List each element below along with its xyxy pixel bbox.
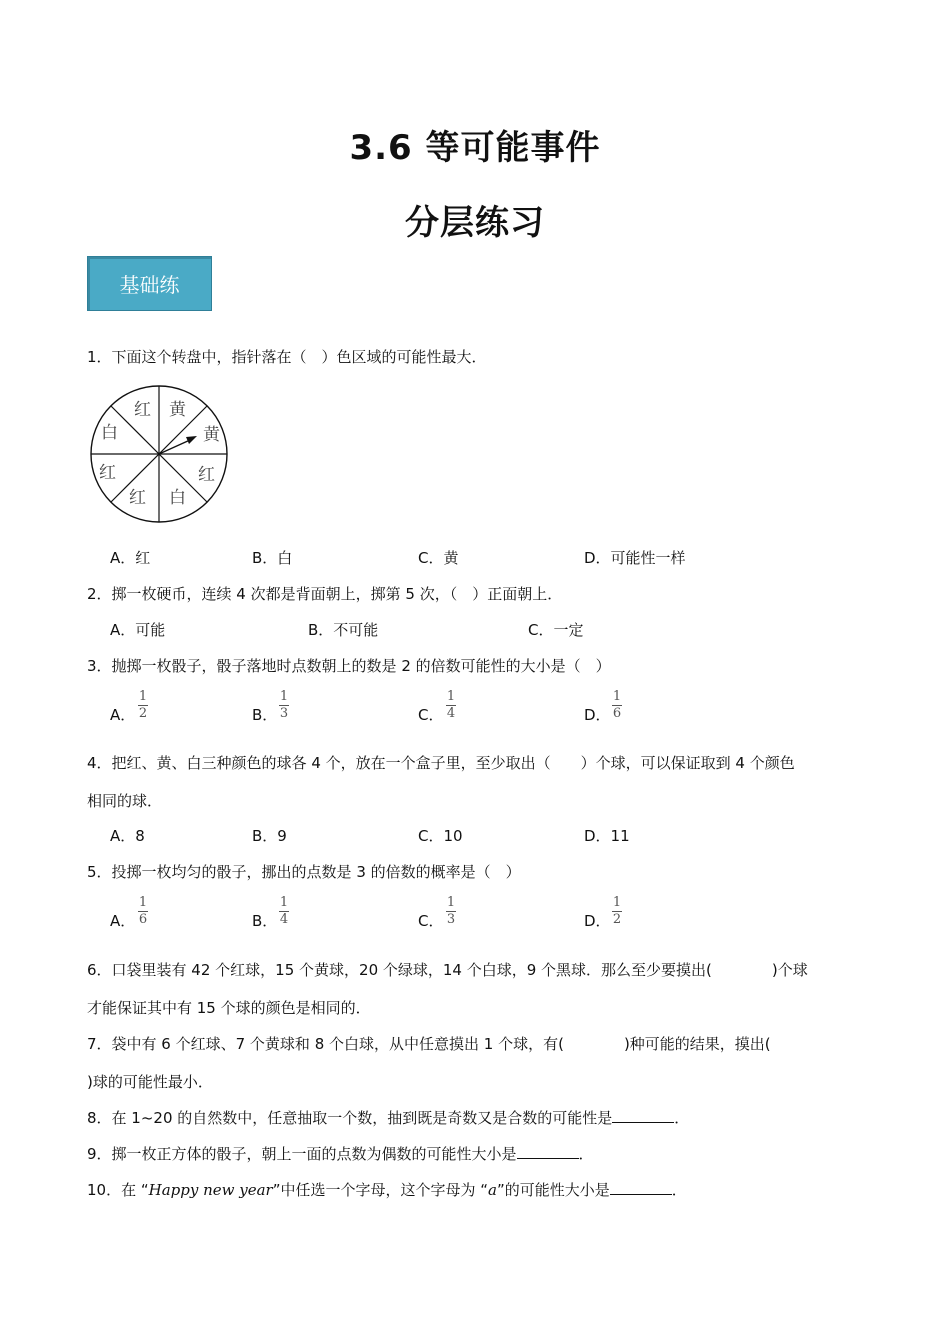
- option-d: D．: [584, 706, 611, 724]
- fraction: [138, 896, 148, 927]
- question-3: 3．抛掷一枚骰子，骰子落地时点数朝上的数是 2 的倍数可能性的大小是（ ）: [87, 657, 611, 675]
- fraction: [446, 690, 456, 721]
- numerator: 1: [446, 895, 456, 910]
- numerator: 1: [138, 689, 148, 704]
- option-a: A．可能: [110, 621, 166, 639]
- option-c: C．10: [418, 827, 463, 845]
- question-6-continued: 才能保证其中有 15 个球的颜色是相同的．: [87, 999, 371, 1017]
- question-10-phrase: Happy new year: [148, 1181, 273, 1199]
- numerator: 1: [612, 689, 622, 704]
- option-b: B．: [252, 912, 278, 930]
- spinner-label: 黄: [169, 400, 186, 420]
- question-10-letter: a: [488, 1181, 497, 1199]
- denominator: 4: [446, 706, 456, 721]
- question-10-pre: 10．在 “: [87, 1181, 149, 1199]
- denominator: 6: [612, 706, 622, 721]
- denominator: 3: [279, 706, 289, 721]
- option-b: B．白: [252, 549, 293, 567]
- denominator: 6: [138, 912, 148, 927]
- question-6: 6．口袋里装有 42 个红球，15 个黄球，20 个绿球，14 个白球，9 个黑球．那么至少要摸出( )个球: [87, 961, 808, 979]
- spinner-pointer: [159, 440, 190, 454]
- question-10-post: ”的可能性大小是: [497, 1181, 610, 1199]
- denominator: 4: [279, 912, 289, 927]
- fraction: [446, 896, 456, 927]
- denominator: 2: [138, 706, 148, 721]
- question-7: 7．袋中有 6 个红球、7 个黄球和 8 个白球，从中任意摸出 1 个球，有( )种可能的结果，摸出(: [87, 1035, 771, 1053]
- option-c: C．: [418, 912, 444, 930]
- option-a: A．: [110, 912, 136, 930]
- question-1: 1．下面这个转盘中，指针落在（ ）色区域的可能性最大．: [87, 348, 487, 366]
- spinner-label: 白: [101, 423, 118, 443]
- spinner-label: 红: [198, 465, 215, 485]
- question-4-continued: 相同的球．: [87, 792, 163, 810]
- option-a: A．: [110, 706, 136, 724]
- question-8: [87, 1107, 689, 1128]
- answer-blank[interactable]: [610, 1180, 672, 1195]
- denominator: 2: [612, 912, 622, 927]
- option-d: D．可能性一样: [584, 549, 686, 567]
- question-5: 5．投掷一枚均匀的骰子，挪出的点数是 3 的倍数的概率是（ ）: [87, 863, 521, 881]
- numerator: 1: [446, 689, 456, 704]
- option-c: C．: [418, 706, 444, 724]
- option-a: A．8: [110, 827, 145, 845]
- option-a: A．红: [110, 549, 151, 567]
- question-9: [87, 1143, 594, 1164]
- fraction: [279, 896, 289, 927]
- answer-blank[interactable]: [612, 1108, 674, 1123]
- fraction: [612, 690, 622, 721]
- question-9-text: 9．掷一枚正方体的骰子，朝上一面的点数为偶数的可能性大小是: [87, 1145, 517, 1163]
- question-8-text: 8．在 1~20 的自然数中，任意抽取一个数，抽到既是奇数又是合数的可能性是: [87, 1109, 613, 1127]
- option-c: C．黄: [418, 549, 459, 567]
- numerator: 1: [138, 895, 148, 910]
- numerator: 1: [279, 895, 289, 910]
- denominator: 3: [446, 912, 456, 927]
- page-title: 3.6 等可能事件: [349, 128, 601, 168]
- question-9-end: ．: [578, 1145, 594, 1163]
- spinner-diagram: [86, 385, 234, 525]
- option-b: B．: [252, 706, 278, 724]
- option-d: D．: [584, 912, 611, 930]
- answer-blank[interactable]: [517, 1144, 579, 1159]
- spinner-label: 黄: [203, 425, 220, 445]
- spinner-label: 红: [129, 488, 146, 508]
- numerator: 1: [612, 895, 622, 910]
- option-b: B．9: [252, 827, 287, 845]
- numerator: 1: [279, 689, 289, 704]
- question-8-end: ．: [674, 1109, 690, 1127]
- fraction: [138, 690, 148, 721]
- spinner-label: 红: [99, 463, 116, 483]
- option-b: B．不可能: [308, 621, 379, 639]
- option-d: D．11: [584, 827, 630, 845]
- spinner-label: 红: [134, 400, 151, 420]
- page-subtitle: 分层练习: [405, 203, 545, 243]
- question-7-continued: )球的可能性最小．: [87, 1073, 213, 1091]
- pointer-arrowhead-icon: [186, 436, 197, 444]
- fraction: [279, 690, 289, 721]
- section-badge: 基础练: [87, 256, 212, 311]
- question-10-mid: ”中任选一个字母，这个字母为 “: [272, 1181, 489, 1199]
- question-2: 2．掷一枚硬币，连续 4 次都是背面朝上，掷第 5 次，（ ）正面朝上．: [87, 585, 563, 603]
- option-c: C．一定: [528, 621, 584, 639]
- fraction: [612, 896, 622, 927]
- spinner-label: 白: [169, 488, 186, 508]
- question-10-end: ．: [671, 1181, 687, 1199]
- question-10: [87, 1179, 687, 1200]
- question-4: 4．把红、黄、白三种颜色的球各 4 个，放在一个盒子里，至少取出（ ）个球，可以保证取到 4 个颜色: [87, 754, 795, 772]
